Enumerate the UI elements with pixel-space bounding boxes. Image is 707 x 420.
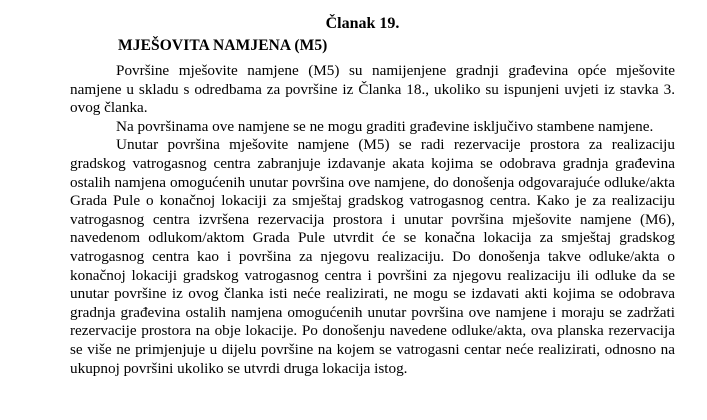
article-title: Članak 19. (325, 15, 400, 32)
paragraph-2: Na površinama ove namjene se ne mogu graditi građevine isključivo stambene namjene. (116, 117, 654, 135)
paragraph-1: Površine mješovite namjene (M5) su namijenjene gradnji građevina opće mješovite namjene u skladu s odredbama za površine iz Članka 18., ukoliko su ispunjeni uvjeti iz stavka 3. ovog članka. (70, 62, 675, 117)
paragraph-3: Unutar površina mješovite namjene (M5) se radi rezervacije prostora za realizaciju gradskog vatrogasnog centra zabranjuje izdavanje akata kojima se odobrava gradnja građevina ostalih namjena omogućenih unutar površina ove namjene, do donošenja odgovarajuće odluke/akta Grada Pule o konačnoj lokaciji za smještaj gradskog vatrogasnog centra. Kako je za realizaciju vatrogasnog centra izvršena rezervacija prostora i unutar površina mješovite namjene (M6), navedenom odlukom/aktom Grada Pule utvrdit će se konačna lokacija za smještaj gradskog vatrogasnog centra kao i površina za njegovu realizaciju. Do donošenja takve odluke/akta o konačnoj lokaciji gradskog vatrogasnog centra i površini za njegovu realizaciju ili odluke da se unutar površine iz ovog članka isti neće realizirati, ne mogu se izdavati akti kojima se odobrava gradnja građevina ostalih namjena omogućenih unutar površina ove namjene i moraju se zadržati rezervacije prostora na obje lokacije. Po donošenju navedene odluke/akta, ova planska rezervacija se više ne primjenjuje u dijelu površine na kojem se vatrogasni centar neće realizirati, odnosno na ukupnoj površini ukoliko se utvrdi druga lokacija istog. (70, 136, 675, 377)
section-heading: MJEŠOVITA NAMJENA (M5) (118, 37, 328, 54)
article-body (70, 62, 675, 378)
